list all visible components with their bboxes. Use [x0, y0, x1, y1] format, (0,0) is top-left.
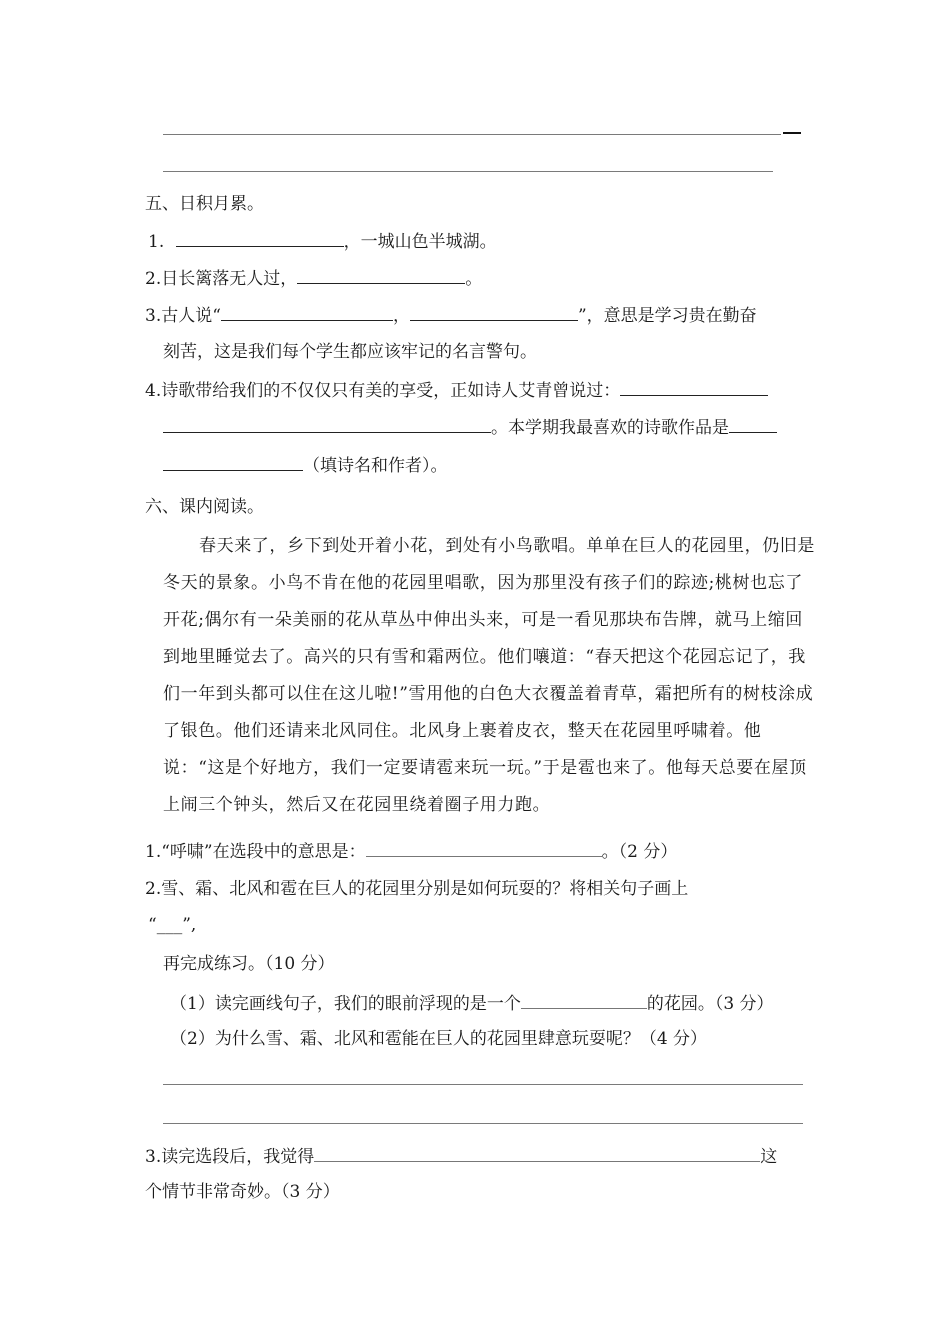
question-1 [148, 228, 497, 254]
blank[interactable] [163, 452, 303, 471]
question-number: 3. [145, 306, 162, 326]
blank[interactable] [366, 838, 602, 857]
answer-line [163, 134, 781, 135]
question-text: ”，意思是学习贵在勤奋 [577, 306, 757, 326]
question-4-line2 [163, 414, 777, 440]
reading-question-2 [145, 877, 688, 901]
answer-line[interactable] [163, 1123, 803, 1124]
question-text: 再完成练习。（10 分） [163, 954, 335, 974]
answer-line [163, 171, 773, 172]
blank[interactable] [163, 414, 491, 433]
passage-text: 春天来了，乡下到处开着小花，到处有小鸟歌唱。单单在巨人的花园里，仍旧是冬天的景象。小鸟不肯在他的花园里唱歌，因为那里没有孩子们的踪迹;桃树也忘了开花;偶尔有一朵美丽的花从草丛中伸出头来，可是一看见那块布告牌，就马上缩回到地里睡觉去了。高兴的只有雪和霜两位。他们嚷道：“春天把这个花园忘记了，我们一年到头都可以住在这儿啦!”雪用他的白色大衣覆盖着青草，霜把所有的树枝涂成了银色。他们还请来北风同住。北风身上裹着皮衣，整天在花园里呼啸着。他说：“这是个好地方，我们一定要请雹来玩一玩。”于是雹也来了。他每天总要在屋顶上闹三个钟头，然后又在花园里绕着圈子用力跑。 [163, 536, 815, 815]
question-number: 2. [145, 269, 162, 289]
question-number: 2. [145, 879, 162, 899]
question-text: 古人说“ [161, 306, 221, 326]
question-text: （1）读完画线句子，我们的眼前浮现的是一个 [170, 994, 521, 1014]
question-text: 雪、霜、北风和雹在巨人的花园里分别是如何玩耍的？将相关句子画上 [161, 879, 689, 899]
blank[interactable] [297, 265, 465, 284]
question-text: 。（2 分） [601, 842, 678, 862]
question-text: 刻苦，这是我们每个学生都应该牢记的名言警句。 [163, 342, 537, 362]
question-text: 的花园。（3 分） [646, 994, 774, 1014]
section-title: 六、课内阅读。 [145, 497, 264, 517]
question-number: 3. [145, 1147, 162, 1167]
question-text: “呼啸”在选段中的意思是： [161, 842, 366, 862]
question-text: （填诗名和作者）。 [303, 456, 448, 476]
question-text: “___”, [148, 915, 197, 935]
sub-question-2: （2）为什么雪、霜、北风和雹能在巨人的花园里肆意玩耍呢？（4 分） [170, 1029, 708, 1049]
blank[interactable] [314, 1143, 760, 1162]
blank[interactable] [221, 302, 393, 321]
blank[interactable] [176, 228, 344, 247]
question-number: 1. [145, 842, 162, 862]
blank[interactable] [410, 302, 578, 321]
question-4-line3 [163, 452, 448, 478]
question-text: ，一城山色半城湖。 [343, 232, 497, 252]
question-text: 。本学期我最喜欢的诗歌作品是 [491, 418, 729, 438]
question-text: 。 [465, 269, 483, 289]
sub-question-1 [170, 990, 774, 1016]
question-text: 诗歌带给我们的不仅仅只有美的享受，正如诗人艾青曾说过： [161, 381, 621, 401]
question-text: 读完选段后，我觉得 [161, 1147, 315, 1167]
question-2 [145, 265, 482, 291]
answer-line-end-mark [783, 132, 801, 134]
reading-question-3 [145, 1143, 777, 1169]
blank[interactable] [729, 414, 777, 433]
question-text: 这 [760, 1147, 778, 1167]
separator: ， [392, 306, 410, 326]
section-title: 五、日积月累。 [145, 194, 264, 214]
blank[interactable] [620, 377, 768, 396]
blank[interactable] [521, 990, 647, 1009]
question-text: 日长篱落无人过， [161, 269, 298, 289]
reading-passage [163, 528, 815, 824]
question-3 [145, 302, 757, 328]
question-4 [145, 377, 768, 403]
answer-line[interactable] [163, 1084, 803, 1085]
question-text: 个情节非常奇妙。（3 分） [145, 1182, 340, 1202]
question-number: 4. [145, 381, 162, 401]
reading-question-1 [145, 838, 677, 864]
question-number: 1. [148, 232, 165, 252]
